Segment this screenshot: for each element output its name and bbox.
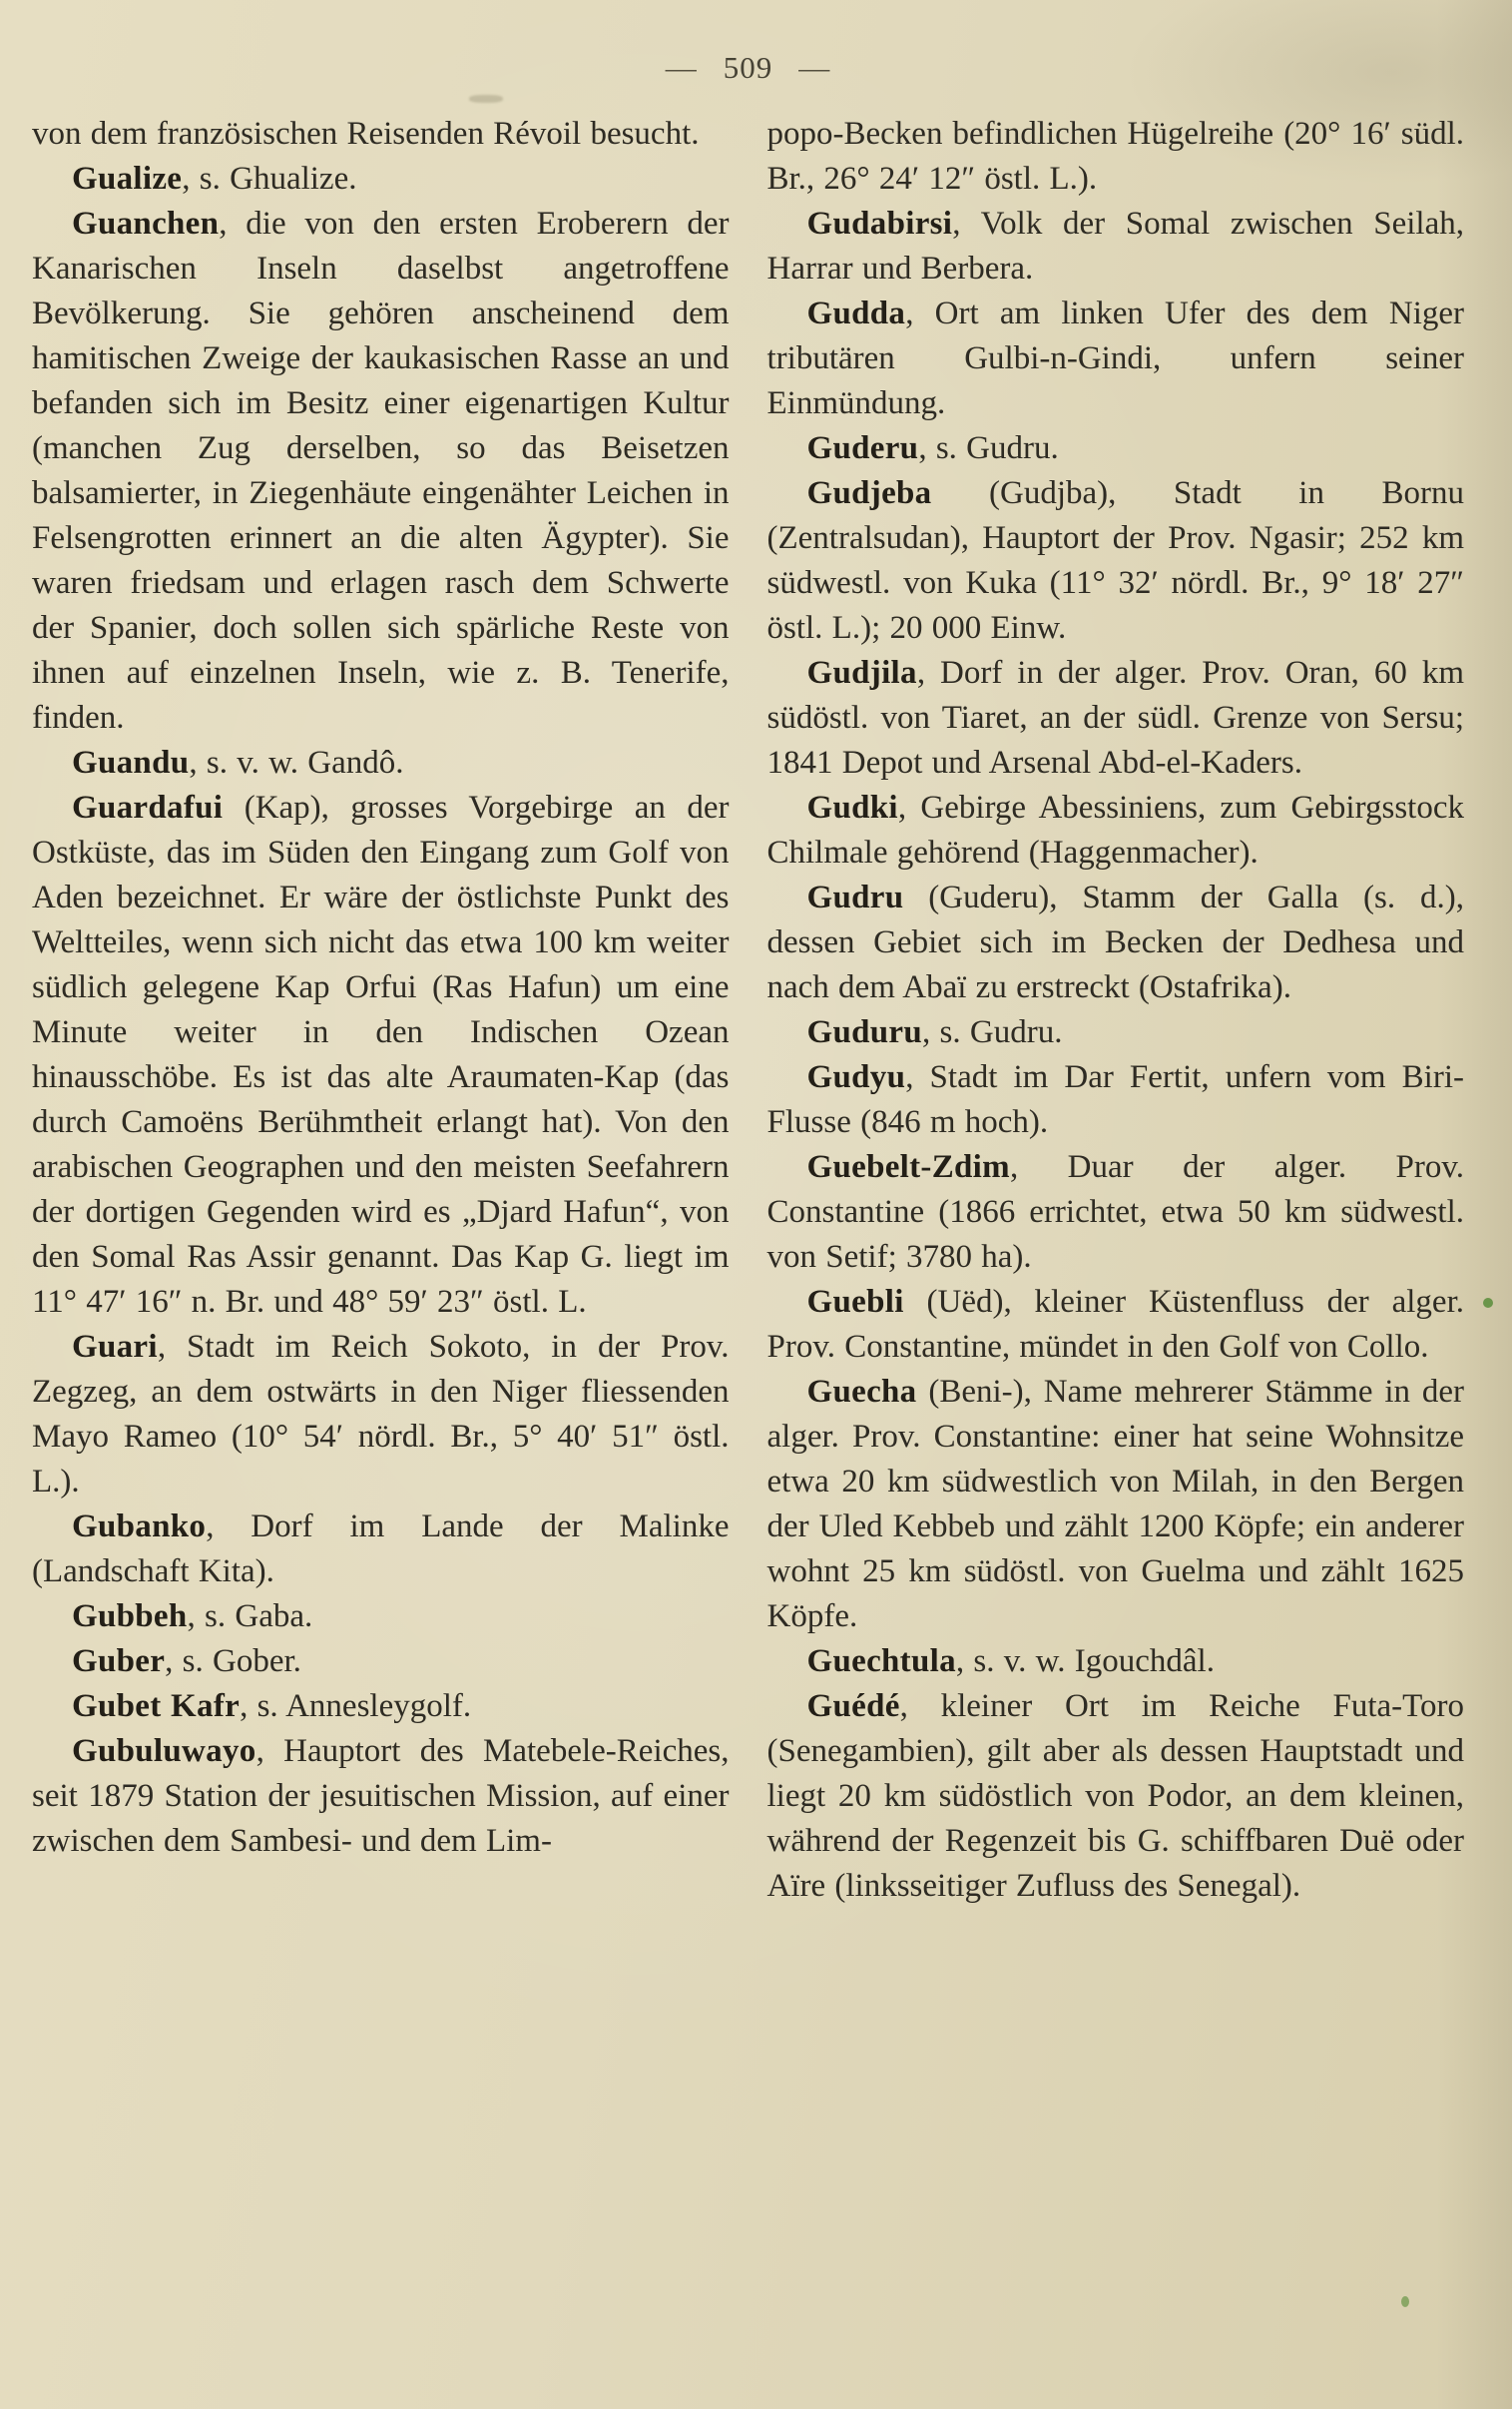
entry-headword: Gudki <box>806 790 898 826</box>
entry-text: von dem französischen Reisenden Révoil besucht. <box>32 116 700 152</box>
entry-text: (Guderu), Stamm der Galla (s. d.), dessen Gebiet sich im Becken der Dedhesa und nach dem Abaï zu erstreckt (Ostafrika). <box>766 880 1464 1005</box>
entry-text: , Gebirge Abessiniens, zum Gebirgsstock Chilmale gehörend (Haggenmacher). <box>766 790 1464 871</box>
entry-headword: Gudabirsi <box>806 206 953 242</box>
entry-headword: Guanchen <box>72 206 220 242</box>
header-dash-right: — <box>798 50 831 85</box>
dictionary-entry <box>32 1594 730 1639</box>
entry-text: , s. Annesleygolf. <box>240 1688 472 1724</box>
entry-text: , Duar der alger. Prov. Constantine (1866 errichtet, etwa 50 km südwestl. von Setif; 3780 ha). <box>766 1149 1464 1275</box>
dictionary-entry <box>767 1010 1465 1055</box>
entry-text: , s. v. w. Gandô. <box>189 745 404 781</box>
paper-speck <box>1401 2296 1409 2307</box>
page-header <box>32 50 1464 86</box>
entry-headword: Gudyu <box>806 1059 906 1095</box>
continuation-paragraph <box>767 112 1465 202</box>
entry-text: , Stadt im Dar Fertit, unfern vom Biri-Flusse (846 m hoch). <box>766 1059 1464 1140</box>
dictionary-entry <box>767 1280 1465 1370</box>
entry-headword: Guduru <box>806 1014 923 1050</box>
dictionary-entry <box>767 1639 1465 1684</box>
entry-text: , Dorf in der alger. Prov. Oran, 60 km südöstl. von Tiaret, an der südl. Grenze von Sersu; 1841 Depot und Arsenal Abd-el-Kaders. <box>766 655 1464 781</box>
entry-headword: Gubbeh <box>72 1598 188 1634</box>
dictionary-entry <box>32 1505 730 1594</box>
entry-headword: Gudru <box>806 880 904 915</box>
entry-text: , Hauptort des Matebele-Reiches, seit 1879 Station der jesuitischen Mission, auf einer zwischen dem Sambesi- und dem Lim- <box>32 1733 730 1859</box>
continuation-paragraph <box>32 112 730 157</box>
dictionary-entry <box>767 876 1465 1010</box>
entry-headword: Gudjila <box>806 655 917 691</box>
entry-text: , s. Gudru. <box>922 1014 1063 1050</box>
dictionary-entry <box>32 1684 730 1729</box>
header-dash-left: — <box>665 50 698 85</box>
dictionary-entry <box>32 157 730 202</box>
dictionary-entry <box>767 471 1465 651</box>
entry-text: , Volk der Somal zwischen Seilah, Harrar und Berbera. <box>766 206 1464 287</box>
entry-text: , s. Gudru. <box>918 430 1059 466</box>
entry-text: , s. Ghualize. <box>182 161 357 197</box>
dictionary-entry <box>32 1729 730 1864</box>
entry-headword: Gubet Kafr <box>72 1688 241 1724</box>
entry-text: , kleiner Ort im Reiche Futa-Toro (Senegambien), gilt aber als dessen Hauptstadt und liegt 20 km südöstlich von Podor, an dem kleinen, während der Regenzeit bis G. schiffbaren Duë oder Aïre (linksseitiger Zufluss des Senegal). <box>766 1688 1464 1904</box>
entry-headword: Guderu <box>806 430 919 466</box>
entry-headword: Guari <box>72 1329 158 1365</box>
page-number: 509 <box>723 50 773 85</box>
dictionary-entry <box>32 1639 730 1684</box>
entry-text: , s. Gaba. <box>187 1598 313 1634</box>
paper-speck <box>1483 1298 1493 1308</box>
dictionary-entry <box>767 202 1465 292</box>
entry-text: (Beni-), Name mehrerer Stämme in der alger. Prov. Constantine: einer hat seine Wohnsitze etwa 20 km südwestlich von Milah, in den Bergen der Uled Kebbeb und zählt 1200 Köpfe; ein anderer wohnt 25 km südöstl. von Guelma und zählt 1625 Köpfe. <box>766 1374 1464 1634</box>
entry-text: popo-Becken befindlichen Hügelreihe (20° 16′ südl. Br., 26° 24′ 12″ östl. L.). <box>766 116 1464 197</box>
entry-headword: Guecha <box>806 1374 917 1410</box>
dictionary-entry <box>32 786 730 1325</box>
entry-text: , Dorf im Lande der Malinke (Landschaft Kita). <box>32 1508 730 1589</box>
entry-text: , Ort am linken Ufer des dem Niger tributären Gulbi-n-Gindi, unfern seiner Einmündung. <box>766 296 1464 421</box>
right-column <box>767 112 1465 1909</box>
dictionary-entry <box>767 651 1465 786</box>
dictionary-entry <box>767 426 1465 471</box>
entry-headword: Guebli <box>806 1284 904 1320</box>
paper-smudge <box>469 95 503 103</box>
dictionary-entry <box>767 1684 1465 1909</box>
entry-headword: Guebelt-Zdim <box>806 1149 1010 1185</box>
entry-headword: Gubuluwayo <box>72 1733 256 1769</box>
dictionary-entry <box>32 741 730 786</box>
dictionary-entry <box>767 292 1465 426</box>
entry-text: , s. v. w. Igouchdâl. <box>955 1643 1215 1679</box>
dictionary-entry <box>767 786 1465 876</box>
entry-headword: Gudda <box>806 296 906 331</box>
entry-headword: Guechtula <box>806 1643 956 1679</box>
entry-headword: Gudjeba <box>806 475 932 511</box>
entry-text: , die von den ersten Eroberern der Kanarischen Inseln daselbst angetroffene Bevölkerung. Sie gehören anscheinend dem hamitischen Zweige der kaukasischen Rasse an und befanden sich im Besitz einer eigenartigen Kultur (manchen Zug derselben, so das Beisetzen balsamierter, in Ziegenhäute eingenähter Leichen in Felsengrotten erinnert an die alten Ägypter). Sie waren friedsam und erlagen rasch dem Schwerte der Spanier, doch sollen sich spärliche Reste von ihnen auf einzelnen Inseln, wie z. B. Tenerife, finden. <box>32 206 730 736</box>
entry-headword: Gualize <box>72 161 183 197</box>
entry-headword: Gubanko <box>72 1508 207 1544</box>
dictionary-entry <box>32 1325 730 1505</box>
text-columns <box>32 112 1464 1909</box>
entry-headword: Guber <box>72 1643 166 1679</box>
entry-text: (Uëd), kleiner Küstenfluss der alger. Prov. Constantine, mündet in den Golf von Collo. <box>766 1284 1464 1365</box>
entry-headword: Guardafui <box>72 790 224 826</box>
entry-headword: Guédé <box>806 1688 900 1724</box>
entry-text: (Gudjba), Stadt in Bornu (Zentralsudan), Hauptort der Prov. Ngasir; 252 km südwestl. von Kuka (11° 32′ nördl. Br., 9° 18′ 27″ östl. L.); 20 000 Einw. <box>766 475 1464 646</box>
entry-text: (Kap), grosses Vorgebirge an der Ostküste, das im Süden den Eingang zum Golf von Aden bezeichnet. Er wäre der östlichste Punkt des Weltteiles, wenn sich nicht das etwa 100 km weiter südlich gelegene Kap Orfui (Ras Hafun) um eine Minute weiter in den Indischen Ozean hinausschöbe. Es ist das alte Araumaten-Kap (das durch Camoëns Berühmtheit erlangt hat). Von den arabischen Geographen und den meisten Seefahrern der dortigen Gegenden wird es „Djard Hafun“, von den Somal Ras Assir genannt. Das Kap G. liegt im 11° 47′ 16″ n. Br. und 48° 59′ 23″ östl. L. <box>32 790 730 1320</box>
dictionary-entry <box>767 1145 1465 1280</box>
dictionary-entry <box>767 1055 1465 1145</box>
entry-text: , s. Gober. <box>165 1643 301 1679</box>
dictionary-entry <box>767 1370 1465 1639</box>
dictionary-entry <box>32 202 730 741</box>
entry-text: , Stadt im Reich Sokoto, in der Prov. Zegzeg, an dem ostwärts in den Niger fliessenden Mayo Rameo (10° 54′ nördl. Br., 5° 40′ 51″ östl. L.). <box>32 1329 730 1500</box>
left-column <box>32 112 730 1909</box>
entry-headword: Guandu <box>72 745 190 781</box>
